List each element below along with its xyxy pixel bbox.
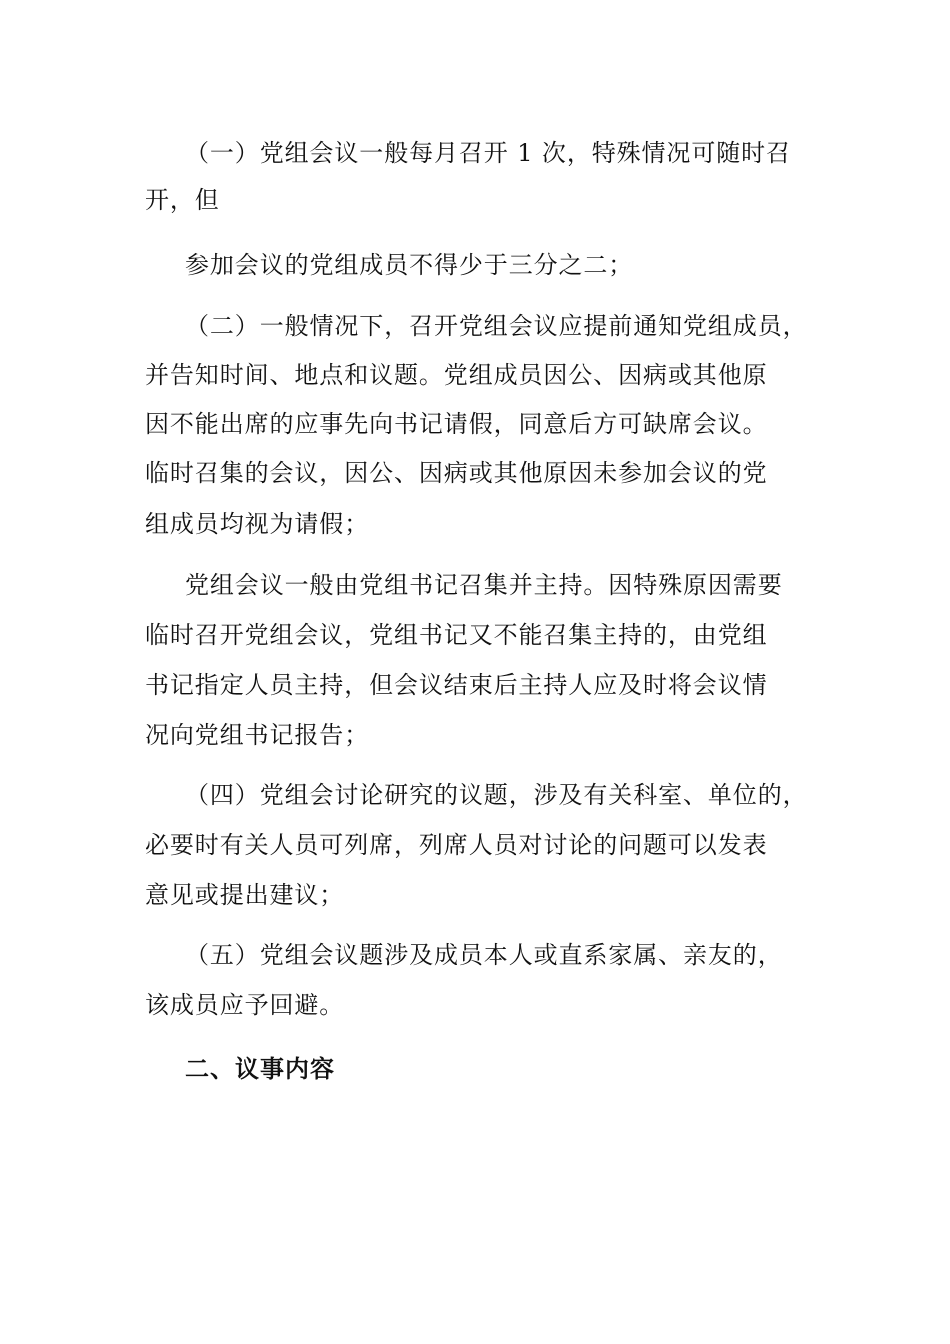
clause-2-line-3: 因不能出席的应事先向书记请假，同意后方可缺席会议。 <box>145 410 768 438</box>
clause-2-line-1: （二）一般情况下，召开党组会议应提前通知党组成员， <box>185 312 808 340</box>
clause-1-line-1: （一）党组会议一般每月召开 1 次，特殊情况可随时召 <box>185 139 791 167</box>
presiding-line-4: 况向党组书记报告； <box>145 721 370 749</box>
clause-5-line-2: 该成员应予回避。 <box>145 991 345 1019</box>
clause-5-line-1: （五）党组会议题涉及成员本人或直系家属、亲友的， <box>185 941 783 969</box>
presiding-line-2: 临时召开党组会议，党组书记又不能召集主持的，由党组 <box>145 621 768 649</box>
clause-2-line-4: 临时召集的会议，因公、因病或其他原因未参加会议的党 <box>145 459 768 487</box>
clause-1-line-2: 开，但 <box>145 186 220 214</box>
clause-4-line-1: （四）党组会讨论研究的议题，涉及有关科室、单位的， <box>185 781 808 809</box>
clause-4-line-2: 必要时有关人员可列席，列席人员对讨论的问题可以发表 <box>145 831 768 859</box>
section-heading: 二、议事内容 <box>185 1055 335 1083</box>
presiding-line-3: 书记指定人员主持，但会议结束后主持人应及时将会议情 <box>145 671 768 699</box>
clause-2-line-2: 并告知时间、地点和议题。党组成员因公、因病或其他原 <box>145 361 768 389</box>
quorum-line-1: 参加会议的党组成员不得少于三分之二； <box>185 251 634 279</box>
clause-2-line-5: 组成员均视为请假； <box>145 510 370 538</box>
presiding-line-1: 党组会议一般由党组书记召集并主持。因特殊原因需要 <box>185 571 783 599</box>
clause-4-line-3: 意见或提出建议； <box>145 881 345 909</box>
